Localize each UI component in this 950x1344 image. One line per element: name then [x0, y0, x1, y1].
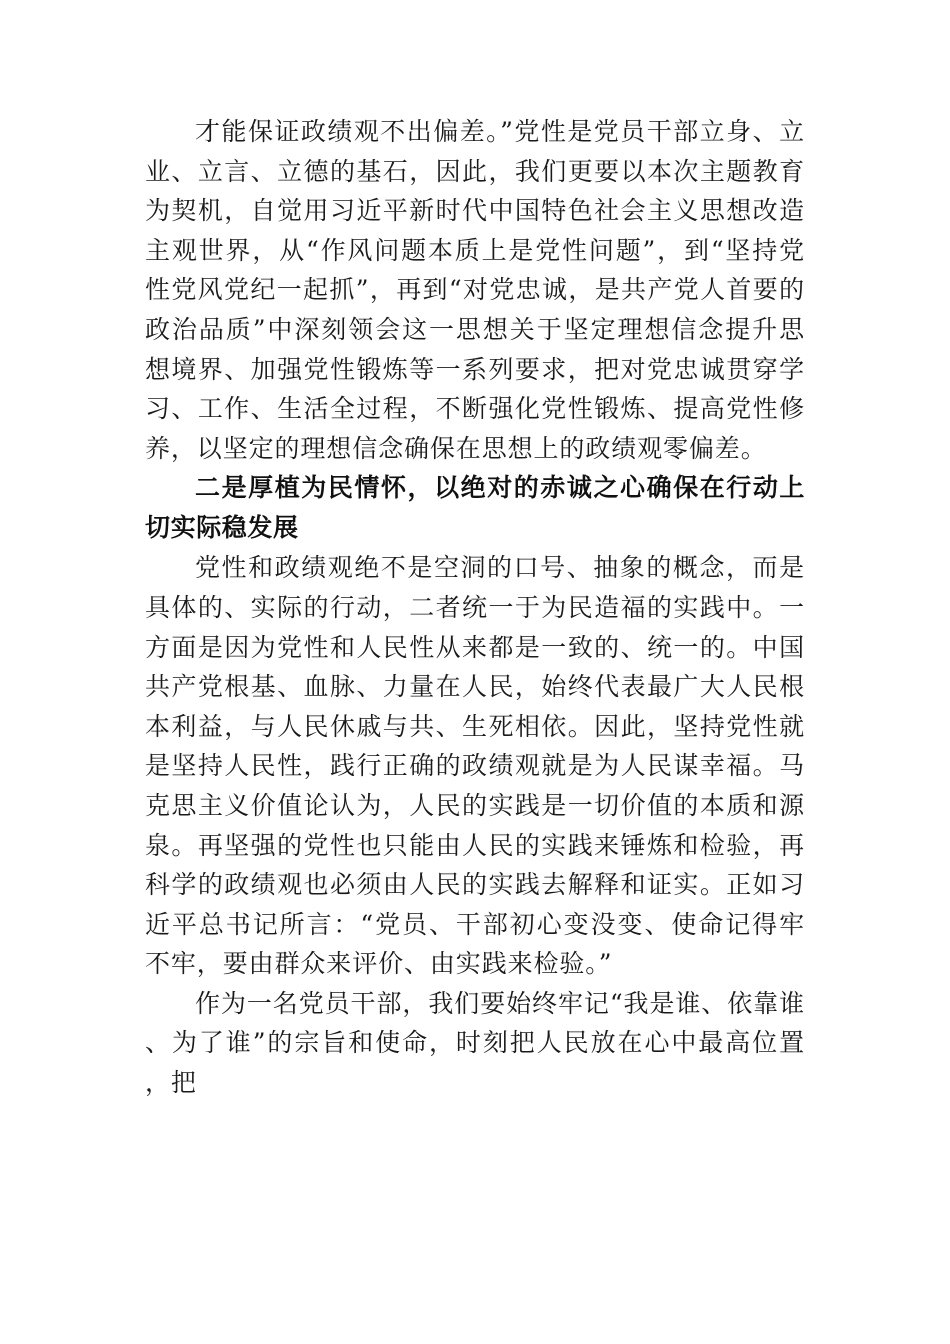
paragraph-2: 党性和政绩观绝不是空洞的口号、抽象的概念，而是具体的、实际的行动，二者统一于为民造福的实践中。一方面是因为党性和人民性从来都是一致的、统一的。中国共产党根基、血脉、力量在人民，始终代表最广大人民根本利益，与人民休戚与共、生死相依。因此，坚持党性就是坚持人民性，践行正确的政绩观就是为人民谋幸福。马克思主义价值论认为，人民的实践是一切价值的本质和源泉。再坚强的党性也只能由人民的实践来锤炼和检验，再科学的政绩观也必须由人民的实践去解释和证实。正如习近平总书记所言：“党员、干部初心变没变、使命记得牢不牢，要由群众来评价、由实践来检验。”	[145, 553, 805, 979]
paragraph-3: 作为一名党员干部，我们要始终牢记“我是谁、依靠谁、为了谁”的宗旨和使命，时刻把人民放在心中最高位置，把	[145, 988, 805, 1098]
section-heading: 二是厚植为民情怀，以绝对的赤诚之心确保在行动上切实际稳发展	[145, 473, 805, 543]
paragraph-1: 才能保证政绩观不出偏差。”党性是党员干部立身、立业、立言、立德的基石，因此，我们更要以本次主题教育为契机，自觉用习近平新时代中国特色社会主义思想改造主观世界，从“作风问题本质上是党性问题”，到“坚持党性党风党纪一起抓”，再到“对党忠诚，是共产党人首要的政治品质”中深刻领会这一思想关于坚定理想信念提升思想境界、加强党性锻炼等一系列要求，把对党忠诚贯穿学习、工作、生活全过程，不断强化党性锻炼、提高党性修养，以坚定的理想信念确保在思想上的政绩观零偏差。	[145, 117, 805, 463]
document-page	[145, 112, 805, 1103]
